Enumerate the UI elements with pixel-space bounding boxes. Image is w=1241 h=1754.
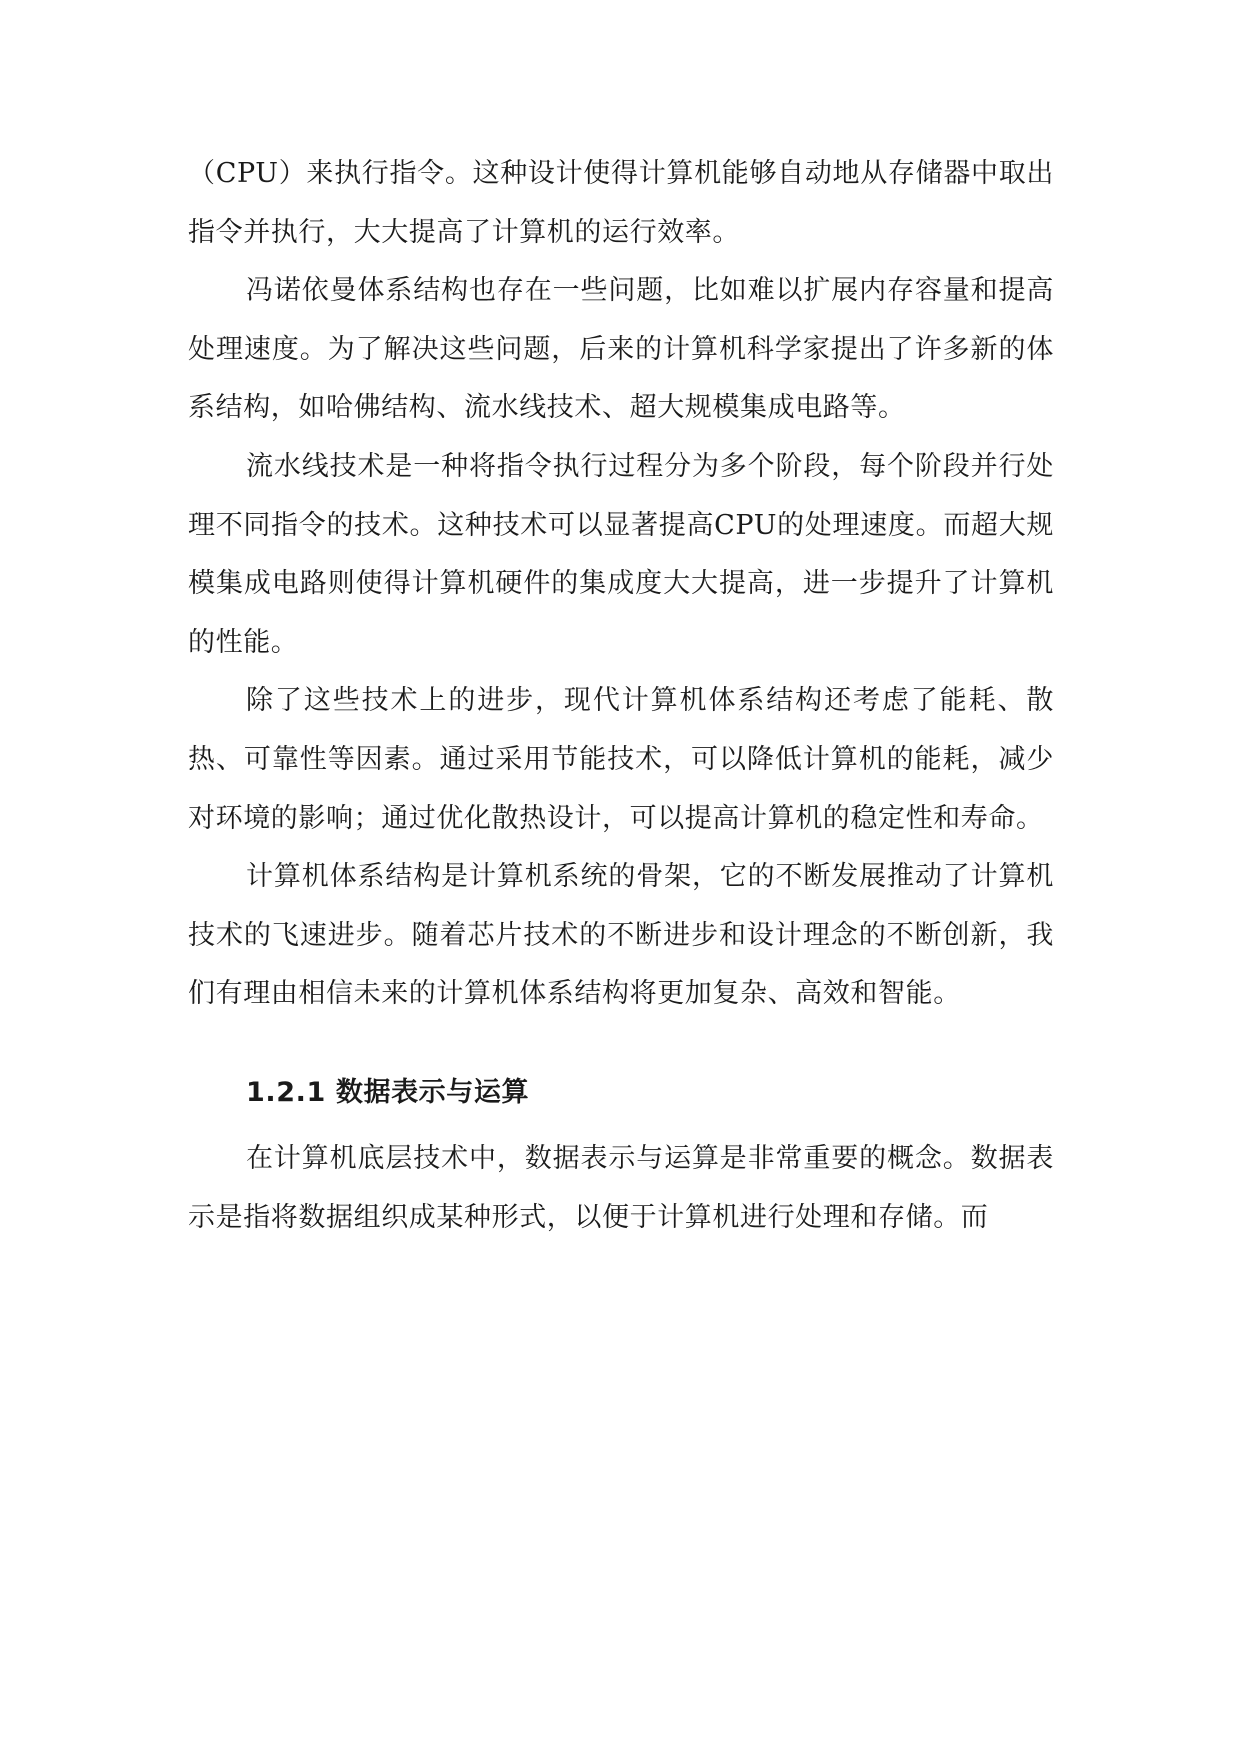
section-heading: 1.2.1 数据表示与运算 — [246, 1076, 530, 1108]
paragraph-architecture-summary: 计算机体系结构是计算机系统的骨架，它的不断发展推动了计算机技术的飞速进步。随着芯片技术的不断进步和设计理念的不断创新，我们有理由相信未来的计算机体系结构将更加复杂、高效和智能。 — [188, 861, 1054, 1010]
paragraph-data-representation: 在计算机底层技术中，数据表示与运算是非常重要的概念。数据表示是指将数据组织成某种形式，以便于计算机进行处理和存储。而 — [188, 1142, 1054, 1233]
paragraph-von-neumann-problems: 冯诺依曼体系结构也存在一些问题，比如难以扩展内存容量和提高处理速度。为了解决这些问题，后来的计算机科学家提出了许多新的体系结构，如哈佛结构、流水线技术、超大规模集成电路等。 — [188, 275, 1054, 424]
paragraph-pipeline: 流水线技术是一种将指令执行过程分为多个阶段，每个阶段并行处理不同指令的技术。这种技术可以显著提高CPU的处理速度。而超大规模集成电路则使得计算机硬件的集成度大大提高，进一步提升了计算机的性能。 — [188, 450, 1054, 658]
paragraph-energy-cooling: 除了这些技术上的进步，现代计算机体系结构还考虑了能耗、散热、可靠性等因素。通过采用节能技术，可以降低计算机的能耗，减少对环境的影响；通过优化散热设计，可以提高计算机的稳定性和寿命。 — [188, 685, 1054, 834]
document-body — [188, 145, 1054, 1247]
paragraph-cpu-continuation: （CPU）来执行指令。这种设计使得计算机能够自动地从存储器中取出指令并执行，大大提高了计算机的运行效率。 — [188, 158, 1054, 248]
